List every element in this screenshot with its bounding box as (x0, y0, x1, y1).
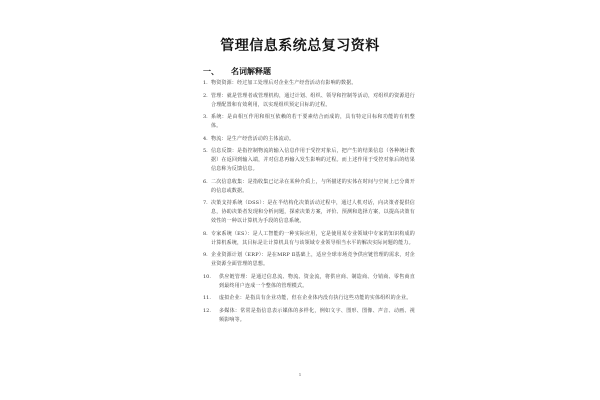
list-item (203, 135, 415, 144)
item-number: 6. (203, 178, 208, 185)
section-number: 一、 (203, 66, 219, 76)
page-number: 1 (298, 372, 302, 377)
list-item (203, 294, 415, 303)
document-title: 管理信息系统总复习资料 (220, 38, 380, 54)
item-number: 2. (203, 92, 208, 99)
list-item (203, 79, 415, 88)
section-heading-text: 名词解释题 (231, 66, 271, 76)
list-item (203, 273, 415, 291)
item-text: 二次信息收集：是指收集已记录在某种介质上，与所描述的实体在时间与空间上已分离开的信息或数据。 (211, 178, 415, 194)
item-text: 信息反馈：是指控制物流的输入信息作用于受控对象后，把产生的结果信息（各种统计数据）在返回到输入端，并对信息再输入发生影响的过程。而上述作用于受控对象后的结果信息称为反馈信息。 (211, 148, 415, 172)
item-text: 多媒体：常常是指信息表示媒体的多样化，例如文字、图形、图像、声音、动画、视频影响等。 (219, 307, 415, 323)
list-item (203, 113, 415, 131)
item-number: 12. (203, 307, 211, 314)
item-text: 供应链管理：是通过信息流、物流、资金流，将供应商、制造商、分销商、零售商直到最终用户连成一个整体的管理模式。 (219, 273, 415, 289)
item-number: 8. (203, 230, 208, 237)
item-number: 10. (203, 273, 211, 280)
list-item (203, 230, 415, 248)
item-text: 管理：就是管理者或管理机构，通过计划、组织、领导和控制等活动，对组织的资源进行合理配置和有效利用，以实现组织预定目标的过程。 (211, 92, 415, 108)
item-number: 9. (203, 252, 208, 258)
list-item (203, 199, 415, 226)
list-item (203, 307, 415, 325)
item-number: 11. (203, 295, 211, 301)
item-number: 3. (203, 114, 208, 120)
list-item (203, 251, 415, 269)
item-text: 专家系统（ES）：是人工智能的一种实际应用，它是使用某专业领域中专家的知识构成的计算机系统，其目标是让计算机具有与该领域专业领导相当水平的解决实际问题的能力。 (211, 230, 415, 246)
section-heading (203, 66, 271, 77)
definition-list (203, 79, 415, 328)
item-text: 物流：是生产经营活动的主体流动。 (211, 135, 295, 142)
item-number: 7. (203, 200, 208, 206)
item-text: 企业资源计划（ERP）：是在MRP Ⅱ基础上，适应全球市场竞争供应链管理的需求，对企业资源全面管理的思想。 (211, 252, 415, 267)
item-text: 系统：是由相互作用和相互依赖的若干要素结合而成的，具有特定目标和功能的有机整体。 (211, 114, 415, 129)
item-number: 5. (203, 148, 208, 154)
list-item (203, 178, 415, 196)
list-item (203, 147, 415, 174)
list-item (203, 92, 415, 110)
item-text: 物资资源：经过加工处理后对企业生产经营活动有影响的数据。 (211, 80, 357, 86)
item-number: 1. (203, 80, 208, 86)
item-number: 4. (203, 135, 208, 142)
item-text: 虚拟企业：是指具有企业功能，但在企业体内没有执行这些功能的实体组织的企业。 (219, 295, 412, 301)
item-text: 决策支持系统（DSS）：是在半结构化决策活动过程中，通过人机对话，向决策者提供信息，协助决策者发现和分析问题，探索决策方案，评价、预测和选择方案，以提高决策有效性的一种以计算机为手段的信息系统。 (211, 200, 415, 224)
